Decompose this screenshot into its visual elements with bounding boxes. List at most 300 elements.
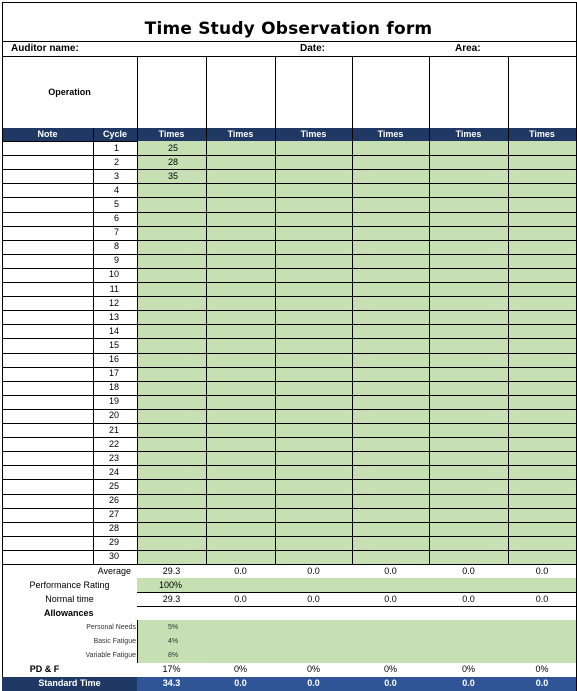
observation-cell[interactable] — [138, 494, 206, 508]
times-column-header: Times — [455, 129, 482, 139]
note-cell[interactable] — [3, 465, 93, 479]
allowances-left-line — [137, 620, 138, 663]
observation-cell[interactable] — [509, 254, 576, 268]
observation-cell[interactable] — [353, 536, 429, 550]
cycle-number: 8 — [113, 241, 119, 252]
observation-cell[interactable] — [430, 536, 508, 550]
personal-needs-value[interactable]: 5% — [168, 623, 179, 631]
observation-cell[interactable] — [430, 381, 508, 395]
observation-cell[interactable] — [353, 494, 429, 508]
note-cell[interactable] — [3, 451, 93, 465]
grid-column-line — [93, 128, 94, 564]
operation-divider — [352, 56, 353, 128]
observation-cell[interactable] — [207, 423, 275, 437]
observation-cell[interactable] — [138, 324, 206, 338]
pdf-value: 0% — [535, 664, 549, 675]
observation-cell[interactable] — [138, 550, 206, 564]
cycle-number: 21 — [108, 424, 119, 435]
cycle-number: 29 — [108, 537, 119, 548]
observation-cell[interactable] — [207, 451, 275, 465]
grid-column-line — [352, 128, 353, 564]
cycle-column-header: Cycle — [102, 129, 128, 139]
pdf-value: 0% — [383, 664, 397, 675]
cycle-number: 28 — [108, 523, 119, 534]
operation-name-cell-2[interactable] — [207, 57, 275, 128]
operation-divider — [429, 56, 430, 128]
observation-cell[interactable] — [509, 451, 576, 465]
date-label: Date: — [300, 42, 326, 54]
observation-cell[interactable] — [207, 212, 275, 226]
observation-cell[interactable] — [353, 479, 429, 493]
observation-cell[interactable] — [276, 310, 352, 324]
observation-cell[interactable] — [353, 381, 429, 395]
cycle-number: 26 — [108, 495, 119, 506]
observation-cell[interactable] — [138, 212, 206, 226]
normal-time-value: 0.0 — [535, 593, 549, 604]
observation-cell[interactable] — [276, 367, 352, 381]
observation-cell[interactable] — [276, 254, 352, 268]
note-cell[interactable] — [3, 212, 93, 226]
observation-cell[interactable] — [138, 508, 206, 522]
observation-cell[interactable] — [138, 367, 206, 381]
note-cell[interactable] — [3, 367, 93, 381]
cycle-number: 17 — [108, 368, 119, 379]
top-border — [2, 2, 577, 3]
operation-divider — [137, 56, 138, 128]
observation-cell[interactable] — [353, 451, 429, 465]
observation-cell[interactable] — [138, 353, 206, 367]
observation-cell[interactable] — [509, 423, 576, 437]
observation-cell[interactable] — [207, 169, 275, 183]
cycle-number: 20 — [108, 410, 119, 421]
observation-cell[interactable] — [430, 508, 508, 522]
note-cell[interactable] — [3, 240, 93, 254]
note-cell[interactable] — [3, 169, 93, 183]
observation-cell[interactable] — [138, 310, 206, 324]
observation-cell[interactable] — [138, 282, 206, 296]
observation-cell[interactable] — [207, 141, 275, 155]
observation-cell[interactable] — [138, 254, 206, 268]
grid-column-line — [137, 128, 138, 564]
observation-cell[interactable] — [353, 282, 429, 296]
operation-label: Operation — [48, 87, 91, 97]
times-column-header: Times — [227, 129, 254, 139]
observation-cell[interactable] — [276, 395, 352, 409]
pdf-value: 0% — [306, 664, 320, 675]
pdf-value: 0% — [233, 664, 247, 675]
observation-cell[interactable]: 35 — [168, 170, 179, 181]
grid-column-line — [2, 128, 3, 564]
observation-cell[interactable] — [353, 212, 429, 226]
observation-cell[interactable] — [430, 169, 508, 183]
observation-cell[interactable] — [509, 212, 576, 226]
observation-cell[interactable] — [276, 479, 352, 493]
observation-cell[interactable] — [138, 437, 206, 451]
observation-cell[interactable] — [509, 353, 576, 367]
observation-cell[interactable] — [276, 296, 352, 310]
observation-cell[interactable] — [207, 226, 275, 240]
cycle-number: 14 — [108, 325, 119, 336]
observation-cell[interactable] — [207, 296, 275, 310]
observation-cell[interactable] — [430, 183, 508, 197]
auditor-name-label: Auditor name: — [11, 42, 79, 54]
observation-cell[interactable] — [509, 465, 576, 479]
observation-cell[interactable] — [138, 268, 206, 282]
observation-cell[interactable] — [207, 310, 275, 324]
normal-time-value: 0.0 — [234, 593, 247, 604]
average-value: 0.0 — [535, 565, 549, 576]
note-cell[interactable] — [3, 310, 93, 324]
operation-name-cell-6[interactable] — [509, 57, 576, 128]
observation-cell[interactable] — [207, 240, 275, 254]
observation-cell[interactable] — [353, 296, 429, 310]
note-cell[interactable] — [3, 197, 93, 211]
times-column-header: Times — [300, 129, 327, 139]
observation-cell[interactable] — [207, 550, 275, 564]
cycle-number: 7 — [113, 227, 119, 238]
observation-cell[interactable]: 28 — [168, 156, 179, 167]
note-cell[interactable] — [3, 324, 93, 338]
pdf-value: 0% — [461, 664, 475, 675]
observation-cell[interactable] — [430, 324, 508, 338]
observation-cell[interactable] — [207, 409, 275, 423]
note-cell[interactable] — [3, 409, 93, 423]
observation-cell[interactable] — [276, 212, 352, 226]
observation-cell[interactable] — [430, 451, 508, 465]
observation-cell[interactable] — [138, 451, 206, 465]
observation-cell[interactable] — [430, 268, 508, 282]
observation-cell[interactable]: 25 — [168, 142, 179, 153]
observation-cell[interactable] — [138, 536, 206, 550]
cycle-number: 6 — [113, 213, 119, 224]
observation-cell[interactable] — [138, 522, 206, 536]
cycle-number: 23 — [108, 452, 119, 463]
observation-cell[interactable] — [430, 338, 508, 352]
observation-cell[interactable] — [509, 381, 576, 395]
cycle-number: 15 — [108, 339, 119, 350]
observation-cell[interactable] — [430, 254, 508, 268]
observation-cell[interactable] — [430, 226, 508, 240]
times-column-header: Times — [377, 129, 404, 139]
observation-cell[interactable] — [509, 508, 576, 522]
observation-cell[interactable] — [353, 254, 429, 268]
cycle-number: 9 — [113, 255, 119, 266]
operation-divider — [206, 56, 207, 128]
observation-cell[interactable] — [207, 183, 275, 197]
operation-name-cell-1[interactable] — [138, 57, 206, 128]
observation-cell[interactable] — [509, 479, 576, 493]
note-cell[interactable] — [3, 395, 93, 409]
observation-cell[interactable] — [430, 437, 508, 451]
pdf-label: PD & F — [29, 664, 60, 675]
basic-fatigue-label: Basic Fatigue — [93, 638, 136, 646]
observation-cell[interactable] — [207, 282, 275, 296]
observation-cell[interactable] — [276, 437, 352, 451]
observation-cell[interactable] — [207, 338, 275, 352]
observation-cell[interactable] — [138, 183, 206, 197]
observation-cell[interactable] — [430, 423, 508, 437]
observation-cell[interactable] — [138, 381, 206, 395]
note-cell[interactable] — [3, 423, 93, 437]
observation-cell[interactable] — [509, 437, 576, 451]
observation-cell[interactable] — [430, 296, 508, 310]
observation-cell[interactable] — [207, 479, 275, 493]
normal-time-value: 0.0 — [462, 593, 475, 604]
observation-cell[interactable] — [430, 367, 508, 381]
observation-cell[interactable] — [353, 338, 429, 352]
note-cell[interactable] — [3, 226, 93, 240]
observation-cell[interactable] — [509, 226, 576, 240]
observation-cell[interactable] — [430, 310, 508, 324]
observation-cell[interactable] — [509, 183, 576, 197]
note-cell[interactable] — [3, 282, 93, 296]
observation-cell[interactable] — [276, 494, 352, 508]
note-cell[interactable] — [3, 183, 93, 197]
cycle-number: 24 — [108, 466, 119, 477]
normal-time-label: Normal time — [45, 593, 94, 604]
observation-cell[interactable] — [509, 494, 576, 508]
observation-cell[interactable] — [509, 324, 576, 338]
average-label: Average — [97, 565, 131, 576]
observation-cell[interactable] — [353, 240, 429, 254]
performance-rating-label: Performance Rating — [29, 579, 110, 590]
observation-cell[interactable] — [353, 508, 429, 522]
operation-divider — [275, 56, 276, 128]
average-value: 0.0 — [462, 565, 475, 576]
note-cell[interactable] — [3, 338, 93, 352]
note-cell[interactable] — [3, 155, 93, 169]
cycle-number: 13 — [108, 311, 119, 322]
standard-time-value: 0.0 — [462, 678, 475, 689]
note-cell[interactable] — [3, 353, 93, 367]
observation-cell[interactable] — [276, 550, 352, 564]
observation-cell[interactable] — [353, 465, 429, 479]
note-cell[interactable] — [3, 381, 93, 395]
cycle-number: 25 — [108, 480, 119, 491]
observation-cell[interactable] — [138, 240, 206, 254]
note-cell[interactable] — [3, 268, 93, 282]
observation-cell[interactable] — [353, 550, 429, 564]
note-cell[interactable] — [3, 479, 93, 493]
variable-fatigue-value[interactable]: 8% — [168, 652, 179, 660]
observation-cell[interactable] — [353, 353, 429, 367]
observation-cell[interactable] — [138, 395, 206, 409]
observation-cell[interactable] — [207, 508, 275, 522]
note-cell[interactable] — [3, 141, 93, 155]
observation-cell[interactable] — [353, 395, 429, 409]
observation-cell[interactable] — [276, 465, 352, 479]
operation-name-cell-4[interactable] — [353, 57, 429, 128]
observation-cell[interactable] — [207, 494, 275, 508]
operation-name-cell-5[interactable] — [430, 57, 508, 128]
observation-cell[interactable] — [207, 536, 275, 550]
observation-cell[interactable] — [509, 338, 576, 352]
observation-cell[interactable] — [430, 550, 508, 564]
observation-cell[interactable] — [276, 409, 352, 423]
observation-cell[interactable] — [276, 508, 352, 522]
note-cell[interactable] — [3, 296, 93, 310]
observation-cell[interactable] — [207, 155, 275, 169]
observation-cell[interactable] — [138, 197, 206, 211]
grid-column-line — [429, 128, 430, 564]
cycle-number: 18 — [108, 382, 119, 393]
note-cell[interactable] — [3, 522, 93, 536]
observation-cell[interactable] — [509, 197, 576, 211]
personal-needs-label: Personal Needs — [86, 623, 136, 631]
observation-cell[interactable] — [207, 268, 275, 282]
observation-cell[interactable] — [207, 522, 275, 536]
observation-cell[interactable] — [138, 296, 206, 310]
observation-cell[interactable] — [430, 240, 508, 254]
observation-cell[interactable] — [509, 282, 576, 296]
observation-cell[interactable] — [353, 423, 429, 437]
observation-cell[interactable] — [276, 183, 352, 197]
observation-cell[interactable] — [353, 197, 429, 211]
observation-cell[interactable] — [430, 522, 508, 536]
observation-cell[interactable] — [430, 465, 508, 479]
observation-cell[interactable] — [276, 324, 352, 338]
cycle-number: 22 — [108, 438, 119, 449]
observation-cell[interactable] — [353, 367, 429, 381]
observation-cell[interactable] — [430, 409, 508, 423]
observation-cell[interactable] — [509, 522, 576, 536]
observation-cell[interactable] — [276, 282, 352, 296]
observation-cell[interactable] — [353, 437, 429, 451]
observation-cell[interactable] — [138, 409, 206, 423]
form-title: Time Study Observation form — [144, 19, 433, 39]
observation-cell[interactable] — [276, 155, 352, 169]
observation-cell[interactable] — [207, 324, 275, 338]
observation-cell[interactable] — [276, 240, 352, 254]
note-cell[interactable] — [3, 550, 93, 564]
observation-cell[interactable] — [430, 479, 508, 493]
observation-cell[interactable] — [276, 353, 352, 367]
observation-cell[interactable] — [353, 268, 429, 282]
note-cell[interactable] — [3, 494, 93, 508]
operation-divider — [508, 56, 509, 128]
cycle-number: 5 — [113, 198, 119, 209]
performance-rating-value[interactable]: 100% — [159, 579, 183, 590]
normal-time-value: 0.0 — [384, 593, 397, 604]
observation-cell[interactable] — [509, 268, 576, 282]
observation-cell[interactable] — [207, 465, 275, 479]
cycle-number: 19 — [108, 396, 119, 407]
observation-cell[interactable] — [509, 296, 576, 310]
observation-cell[interactable] — [138, 423, 206, 437]
normal-time-value: 0.0 — [307, 593, 320, 604]
variable-fatigue-label: Variable Fatigue — [85, 652, 136, 660]
observation-cell[interactable] — [276, 226, 352, 240]
observation-cell[interactable] — [509, 155, 576, 169]
observation-cell[interactable] — [353, 169, 429, 183]
observation-cell[interactable] — [276, 381, 352, 395]
observation-cell[interactable] — [430, 197, 508, 211]
observation-cell[interactable] — [207, 395, 275, 409]
observation-cell[interactable] — [509, 367, 576, 381]
note-cell[interactable] — [3, 437, 93, 451]
normal-time-value: 29.3 — [162, 593, 181, 604]
cycle-number: 10 — [108, 269, 119, 280]
observation-cell[interactable] — [509, 141, 576, 155]
cycle-number: 27 — [108, 509, 119, 520]
observation-cell[interactable] — [353, 183, 429, 197]
basic-fatigue-value[interactable]: 4% — [168, 638, 179, 646]
observation-cell[interactable] — [353, 324, 429, 338]
observation-cell[interactable] — [276, 141, 352, 155]
observation-cell[interactable] — [207, 254, 275, 268]
observation-cell[interactable] — [138, 479, 206, 493]
average-value: 29.3 — [162, 565, 181, 576]
observation-cell[interactable] — [430, 395, 508, 409]
observation-cell[interactable] — [276, 338, 352, 352]
observation-cell[interactable] — [509, 169, 576, 183]
note-column-header: Note — [37, 129, 58, 139]
standard-time-value: 0.0 — [234, 678, 247, 689]
observation-cell[interactable] — [353, 310, 429, 324]
observation-cell[interactable] — [353, 522, 429, 536]
observation-cell[interactable] — [276, 197, 352, 211]
observation-cell[interactable] — [353, 155, 429, 169]
observation-cell[interactable] — [276, 268, 352, 282]
note-cell[interactable] — [3, 508, 93, 522]
cycle-number: 11 — [109, 283, 119, 294]
observation-cell[interactable] — [430, 155, 508, 169]
observation-cell[interactable] — [207, 367, 275, 381]
observation-cell[interactable] — [430, 141, 508, 155]
observation-cell[interactable] — [430, 282, 508, 296]
cycle-number: 2 — [113, 156, 119, 167]
standard-time-value: 0.0 — [384, 678, 397, 689]
observation-cell[interactable] — [138, 338, 206, 352]
cycle-number: 12 — [108, 297, 119, 308]
pdf-value: 17% — [162, 664, 181, 675]
observation-cell[interactable] — [138, 465, 206, 479]
observation-cell[interactable] — [509, 310, 576, 324]
observation-cell[interactable] — [430, 353, 508, 367]
observation-cell[interactable] — [138, 226, 206, 240]
observation-cell[interactable] — [276, 169, 352, 183]
observation-cell[interactable] — [276, 522, 352, 536]
average-value: 0.0 — [307, 565, 320, 576]
observation-cell[interactable] — [353, 409, 429, 423]
grid-column-line — [206, 128, 207, 564]
observation-cell[interactable] — [509, 240, 576, 254]
observation-cell[interactable] — [353, 226, 429, 240]
observation-cell[interactable] — [207, 437, 275, 451]
observation-cell[interactable] — [509, 550, 576, 564]
observation-cell[interactable] — [509, 395, 576, 409]
grid-column-line — [508, 128, 509, 564]
standard-time-label: Standard Time — [38, 678, 101, 689]
standard-time-value: 0.0 — [307, 678, 320, 689]
observation-cell[interactable] — [353, 141, 429, 155]
observation-cell[interactable] — [430, 494, 508, 508]
cycle-number: 1 — [113, 142, 119, 153]
observation-cell[interactable] — [276, 451, 352, 465]
observation-cell[interactable] — [276, 536, 352, 550]
observation-cell[interactable] — [207, 353, 275, 367]
observation-cell[interactable] — [276, 423, 352, 437]
observation-cell[interactable] — [430, 212, 508, 226]
observation-cell[interactable] — [509, 409, 576, 423]
note-cell[interactable] — [3, 536, 93, 550]
operation-name-cell-3[interactable] — [276, 57, 352, 128]
observation-cell[interactable] — [207, 381, 275, 395]
observation-cell[interactable] — [509, 536, 576, 550]
note-cell[interactable] — [3, 254, 93, 268]
cycle-number: 3 — [113, 170, 119, 181]
observation-cell[interactable] — [207, 197, 275, 211]
